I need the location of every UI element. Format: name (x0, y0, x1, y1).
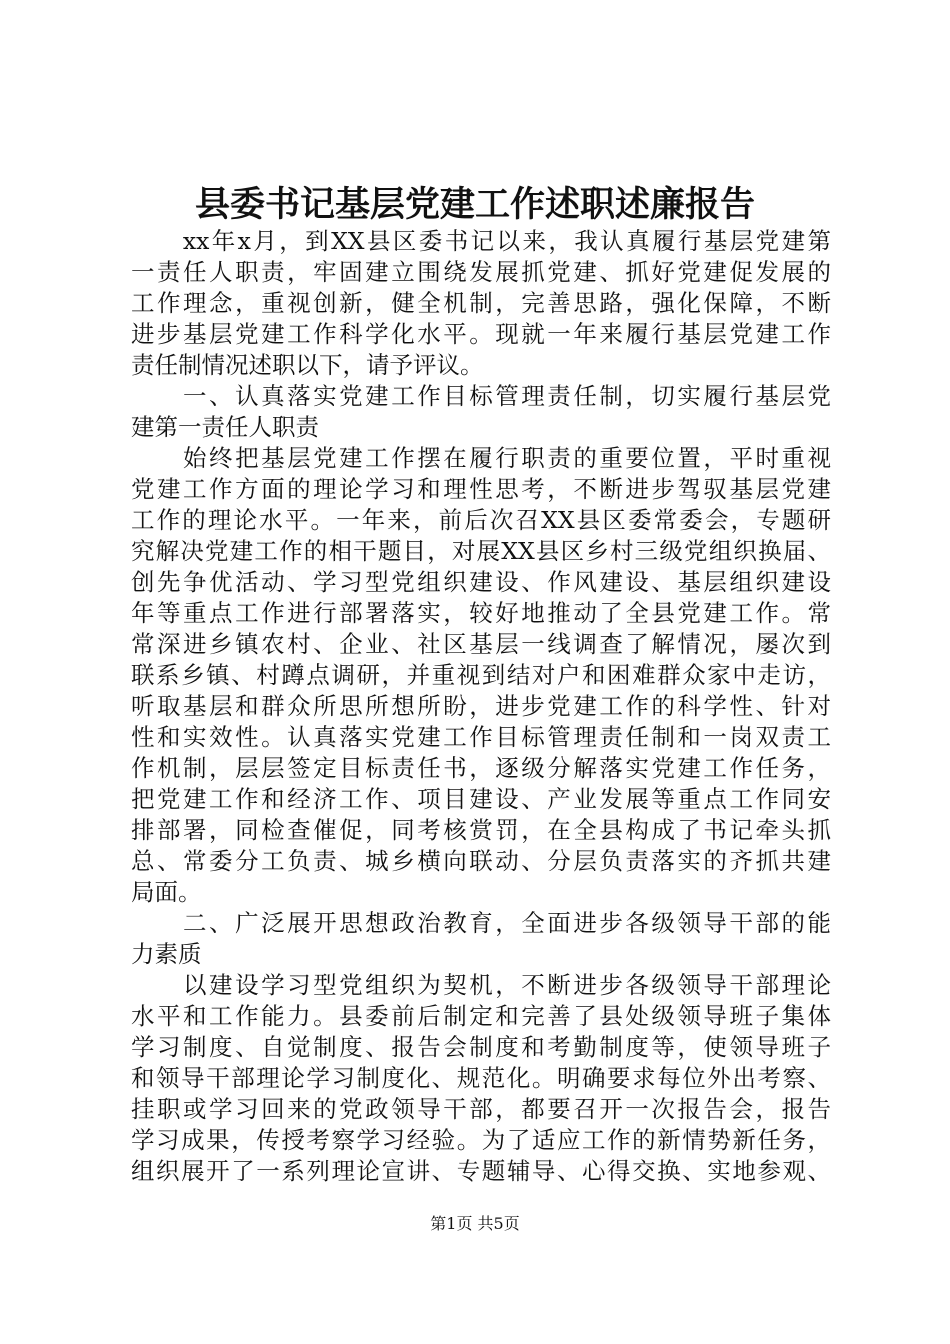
page-footer: 第1页 共5页 (430, 1214, 520, 1233)
section-heading-line: 建第一责任人职责 (131, 413, 319, 441)
body-line: 作机制，层层签定目标责任书，逐级分解落实党建工作任务， (131, 754, 831, 782)
body-line: 常深进乡镇农村、企业、社区基层一线调查了解情况，屡次到 (131, 630, 831, 658)
body-line: 和领导干部理论学习制度化、规范化。明确要求每位外出考察、 (131, 1064, 831, 1092)
body-line: 年等重点工作进行部署落实，较好地推动了全县党建工作。常 (131, 599, 831, 627)
body-line: 把党建工作和经济工作、项目建设、产业发展等重点工作同安 (131, 785, 831, 813)
body-line: 责任制情况述职以下，请予评议。 (131, 351, 484, 379)
body-line: 水平和工作能力。县委前后制定和完善了县处级领导班子集体 (131, 1002, 831, 1030)
body-line: 以建设学习型党组织为契机，不断进步各级领导干部理论 (131, 971, 831, 999)
body-line: 究解决党建工作的相干题目，对展XX县区乡村三级党组织换届、 (131, 537, 831, 565)
body-line: 组织展开了一系列理论宣讲、专题辅导、心得交换、实地参观、 (131, 1157, 831, 1185)
section-heading-line: 二、广泛展开思想政治教育，全面进步各级领导干部的能 (131, 909, 831, 937)
body-line: 工作的理论水平。一年来，前后次召XX县区委常委会，专题研 (131, 506, 831, 534)
section-heading-line: 一、认真落实党建工作目标管理责任制，切实履行基层党 (131, 382, 831, 410)
body-line: 性和实效性。认真落实党建工作目标管理责任制和一岗双责工 (131, 723, 831, 751)
body-line: 党建工作方面的理论学习和理性思考，不断进步驾驭基层党建 (131, 475, 831, 503)
body-line: 局面。 (131, 878, 202, 906)
body-line: 联系乡镇、村蹲点调研，并重视到结对户和困难群众家中走访， (131, 661, 831, 689)
body-line: xx年x月，到XX县区委书记以来，我认真履行基层党建第 (131, 227, 831, 255)
document-body (131, 226, 831, 1187)
body-line: 学习制度、自觉制度、报告会制度和考勤制度等，使领导班子 (131, 1033, 831, 1061)
body-line: 一责任人职责，牢固建立围绕发展抓党建、抓好党建促发展的 (131, 258, 831, 286)
body-line: 挂职或学习回来的党政领导干部，都要召开一次报告会，报告 (131, 1095, 831, 1123)
body-line: 总、常委分工负责、城乡横向联动、分层负责落实的齐抓共建 (131, 847, 831, 875)
body-line: 进步基层党建工作科学化水平。现就一年来履行基层党建工作 (131, 320, 831, 348)
body-line: 学习成果，传授考察学习经验。为了适应工作的新情势新任务， (131, 1126, 831, 1154)
document-title: 县委书记基层党建工作述职述廉报告 (194, 184, 755, 225)
body-line: 听取基层和群众所思所想所盼，进步党建工作的科学性、针对 (131, 692, 831, 720)
body-line: 工作理念，重视创新，健全机制，完善思路，强化保障，不断 (131, 289, 831, 317)
body-line: 创先争优活动、学习型党组织建设、作风建设、基层组织建设 (131, 568, 831, 596)
body-line: 排部署，同检查催促，同考核赏罚，在全县构成了书记牵头抓 (131, 816, 831, 844)
section-heading-line: 力素质 (131, 940, 202, 968)
body-line: 始终把基层党建工作摆在履行职责的重要位置，平时重视 (131, 444, 831, 472)
